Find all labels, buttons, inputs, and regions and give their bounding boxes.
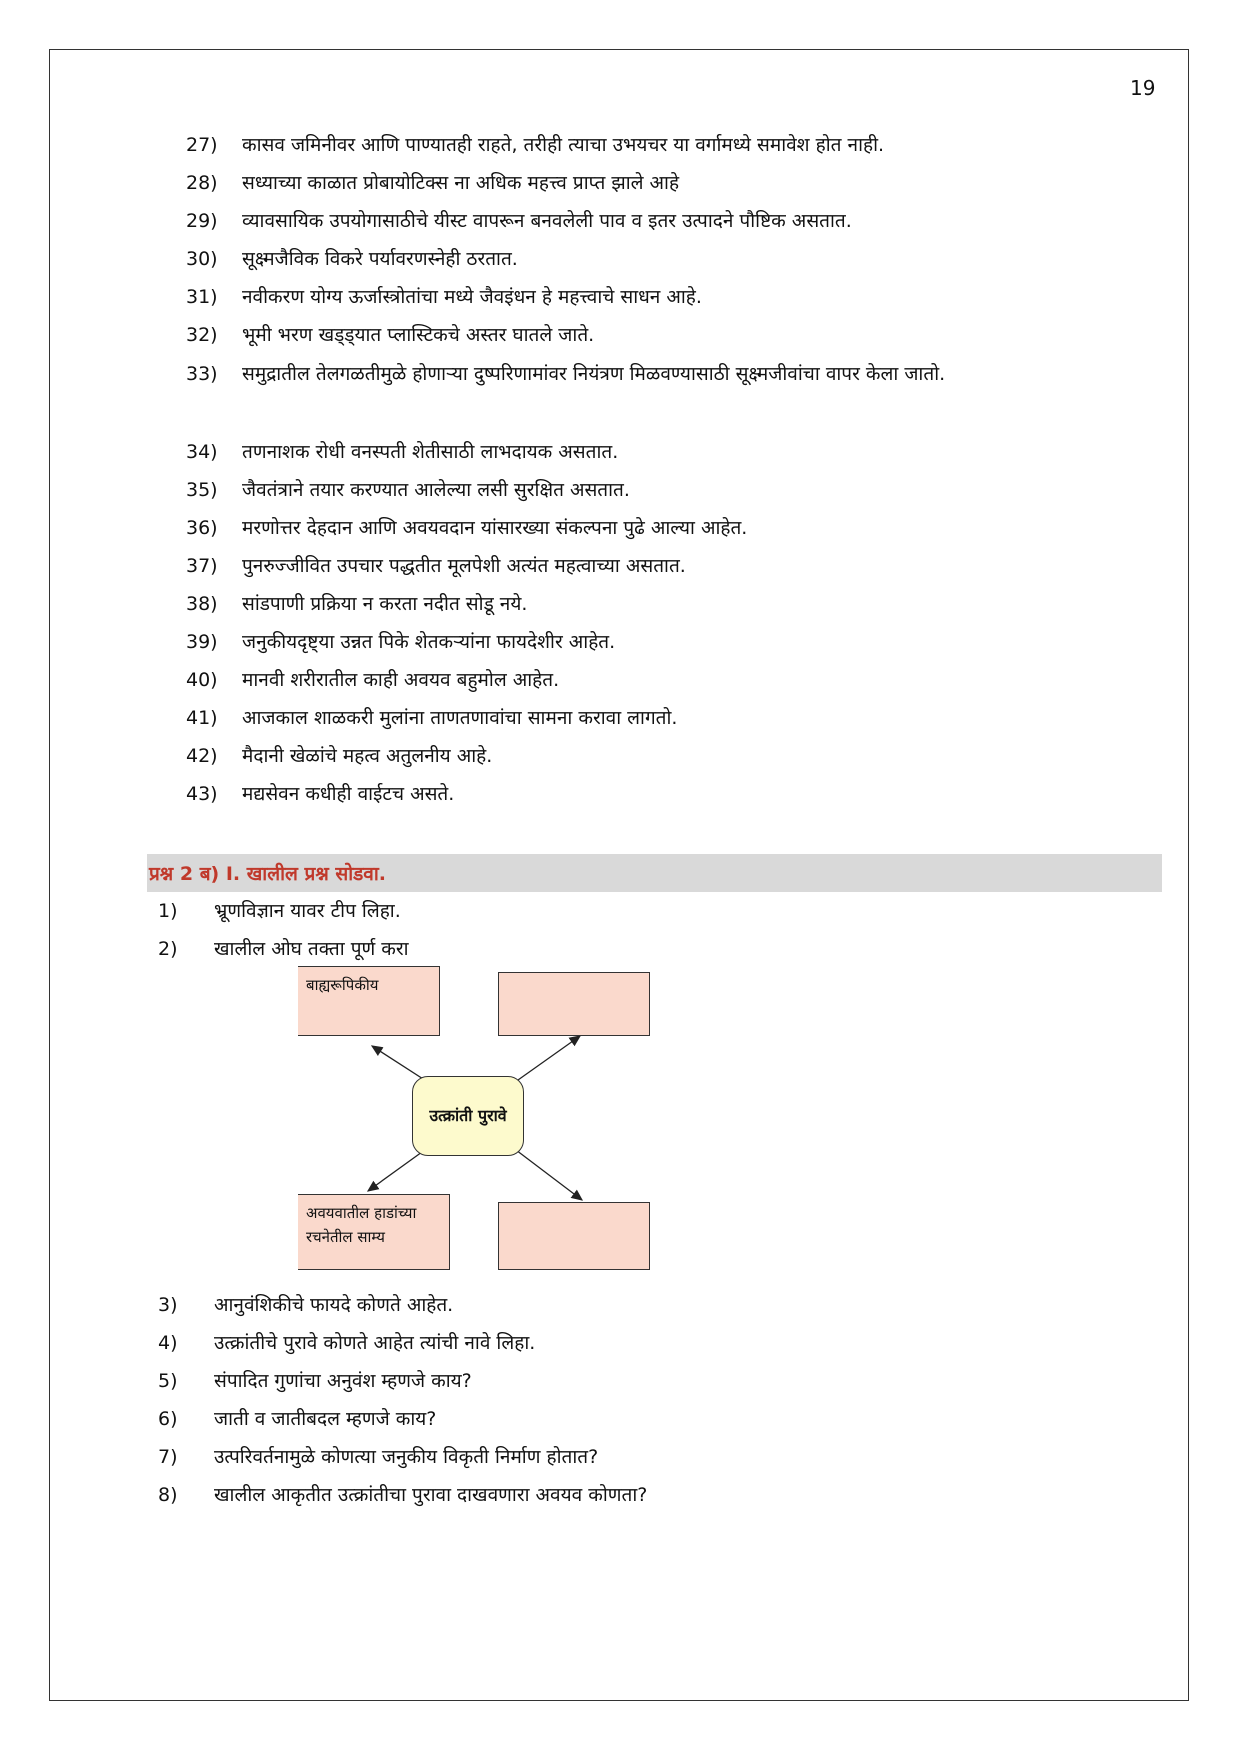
- statement-text: मरणोत्तर देहदान आणि अवयवदान यांसारख्या संकल्पना पुढे आल्या आहेत.: [242, 517, 748, 539]
- question-text: खालील ओघ तक्ता पूर्ण करा: [214, 938, 409, 960]
- statement-item: [186, 317, 1146, 354]
- statement-item: [186, 279, 1146, 316]
- question-number: 2): [158, 938, 178, 960]
- statement-text: मैदानी खेळांचे महत्व अतुलनीय आहे.: [242, 745, 493, 767]
- statement-text: सध्याच्या काळात प्रोबायोटिक्स ना अधिक महत्त्व प्राप्त झाले आहे: [242, 172, 680, 194]
- center-node-text: उत्क्रांती पुरावे: [429, 1106, 507, 1125]
- box-bottom-left: [298, 1194, 450, 1270]
- box-top-left-text: बाह्यरूपिकीय: [306, 976, 379, 994]
- question-item: [158, 1401, 1158, 1438]
- statement-text: नवीकरण योग्य ऊर्जास्त्रोतांचा मध्ये जैवइंधन हे महत्त्वाचे साधन आहे.: [242, 286, 702, 308]
- question-text: उत्क्रांतीचे पुरावे कोणते आहेत त्यांची नावे लिहा.: [214, 1332, 536, 1354]
- page-number: 19: [1130, 76, 1156, 100]
- statement-item: [186, 241, 1146, 278]
- statement-number: 27): [186, 134, 218, 156]
- question-number: 4): [158, 1332, 178, 1354]
- question-item: [158, 1477, 1158, 1514]
- statement-text: तणनाशक रोधी वनस्पती शेतीसाठी लाभदायक असतात.: [242, 441, 619, 463]
- statement-item: [186, 434, 1146, 471]
- statement-number: 35): [186, 479, 218, 501]
- question-item: [158, 1287, 1158, 1324]
- statement-text: मद्यसेवन कधीही वाईटच असते.: [242, 783, 455, 805]
- question-item: [158, 931, 1158, 968]
- statement-number: 40): [186, 669, 218, 691]
- box-top-right: [498, 972, 650, 1036]
- arrow-top-right: [518, 1036, 580, 1080]
- statement-text: कासव जमिनीवर आणि पाण्यातही राहते, तरीही त्याचा उभयचर या वर्गामध्ये समावेश होत नाही.: [242, 134, 885, 156]
- box-bottom-right: [498, 1202, 650, 1270]
- question-text: भ्रूणविज्ञान यावर टीप लिहा.: [214, 900, 401, 922]
- question-item: [158, 1439, 1158, 1476]
- question-number: 1): [158, 900, 178, 922]
- statement-text: आजकाल शाळकरी मुलांना ताणतणावांचा सामना करावा लागतो.: [242, 707, 678, 729]
- statement-number: 33): [186, 363, 218, 385]
- statement-text: पुनरुज्जीवित उपचार पद्धतीत मूलपेशी अत्यंत महत्वाच्या असतात.: [242, 555, 686, 577]
- statement-text: समुद्रातील तेलगळतीमुळे होणाऱ्या दुष्परिणामांवर नियंत्रण मिळवण्यासाठी सूक्ष्मजीवांचा वापर केला जातो.: [242, 363, 946, 385]
- statement-number: 30): [186, 248, 218, 270]
- flow-chart: [290, 966, 660, 1271]
- statement-item: [186, 738, 1146, 775]
- statement-number: 41): [186, 707, 218, 729]
- statement-item: [186, 165, 1146, 202]
- question-number: 8): [158, 1484, 178, 1506]
- statement-number: 31): [186, 286, 218, 308]
- question-text: खालील आकृतीत उत्क्रांतीचा पुरावा दाखवणारा अवयव कोणता?: [214, 1484, 648, 1506]
- question-item: [158, 893, 1158, 930]
- question-text: संपादित गुणांचा अनुवंश म्हणजे काय?: [214, 1370, 472, 1392]
- question-text: उत्परिवर्तनामुळे कोणत्या जनुकीय विकृती निर्माण होतात?: [214, 1446, 599, 1468]
- statement-item: [186, 356, 1146, 393]
- question-item: [158, 1363, 1158, 1400]
- question-number: 7): [158, 1446, 178, 1468]
- center-node: [412, 1076, 524, 1156]
- question-text: जाती व जातीबदल म्हणजे काय?: [214, 1408, 437, 1430]
- section-header: [147, 854, 1162, 892]
- box-top-left: [298, 966, 440, 1036]
- statement-item: [186, 203, 1146, 240]
- statement-number: 32): [186, 324, 218, 346]
- box-bottom-left-text: अवयवातील हाडांच्या रचनेतील साम्य: [306, 1204, 417, 1246]
- statement-number: 42): [186, 745, 218, 767]
- question-item: [158, 1325, 1158, 1362]
- statement-number: 37): [186, 555, 218, 577]
- arrow-bottom-right: [516, 1150, 582, 1200]
- statement-text: मानवी शरीरातील काही अवयव बहुमोल आहेत.: [242, 669, 560, 691]
- statement-number: 34): [186, 441, 218, 463]
- statement-item: [186, 472, 1146, 509]
- statement-number: 39): [186, 631, 218, 653]
- question-number: 5): [158, 1370, 178, 1392]
- statement-item: [186, 776, 1146, 813]
- statement-number: 43): [186, 783, 218, 805]
- question-number: 3): [158, 1294, 178, 1316]
- statement-text: व्यावसायिक उपयोगासाठीचे यीस्ट वापरून बनवलेली पाव व इतर उत्पादने पौष्टिक असतात.: [242, 210, 852, 232]
- statement-text: सूक्ष्मजैविक विकरे पर्यावरणस्नेही ठरतात.: [242, 248, 518, 270]
- statement-number: 38): [186, 593, 218, 615]
- statement-number: 36): [186, 517, 218, 539]
- statement-text: भूमी भरण खड्ड्यात प्लास्टिकचे अस्तर घातले जाते.: [242, 324, 595, 346]
- statement-item: [186, 510, 1146, 547]
- statement-text: जैवतंत्राने तयार करण्यात आलेल्या लसी सुरक्षित असतात.: [242, 479, 630, 501]
- statement-number: 29): [186, 210, 218, 232]
- statement-item: [186, 586, 1146, 623]
- statement-item: [186, 700, 1146, 737]
- question-text: आनुवंशिकीचे फायदे कोणते आहेत.: [214, 1294, 454, 1316]
- statement-item: [186, 548, 1146, 585]
- statement-number: 28): [186, 172, 218, 194]
- question-number: 6): [158, 1408, 178, 1430]
- statement-text: सांडपाणी प्रक्रिया न करता नदीत सोडू नये.: [242, 593, 528, 615]
- arrow-bottom-left: [368, 1152, 422, 1191]
- statement-item: [186, 127, 1146, 164]
- statement-item: [186, 662, 1146, 699]
- statement-item: [186, 624, 1146, 661]
- section-header-text: प्रश्न 2 ब) I. खालील प्रश्न सोडवा.: [149, 863, 386, 885]
- statement-text: जनुकीयदृष्ट्या उन्नत पिके शेतकऱ्यांना फायदेशीर आहेत.: [242, 631, 616, 653]
